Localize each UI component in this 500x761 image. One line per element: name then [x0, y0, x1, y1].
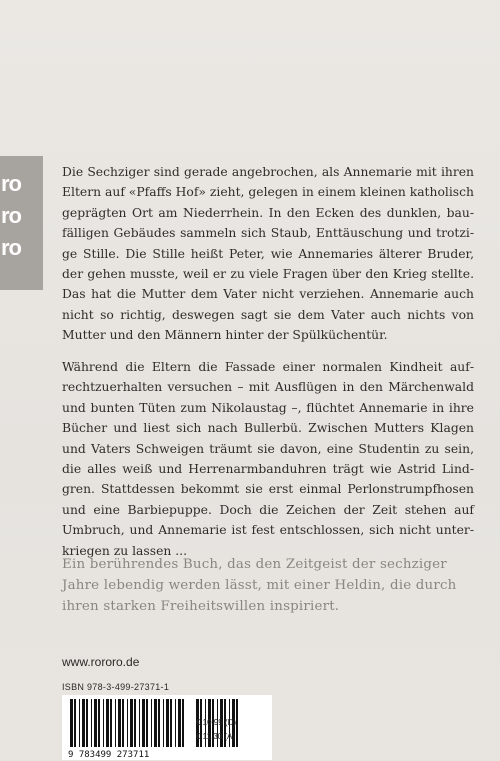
price-austria: € 11.30 (A)	[196, 732, 235, 741]
barcode-bar	[110, 699, 112, 747]
publisher-website: www.rororo.de	[62, 655, 140, 669]
blurb-paragraph-2: Während die Eltern die Fassade einer normalen Kindheit aufrechtzuerhalten versuchen – mit Ausflügen in den Märchenwald und bunten Tüten zum Nikolaustag –, flüchtet Annemarie in ihre Bücher und liest sich nach Bullerbü. Zwischen Mutters Klagen und Vaters Schweigen träumt sie davon, eine Studentin zu sein, die alles weiß und Herrenarmbanduhren trägt wie Astrid Lindgren. Stattdessen bekommt sie erst einmal Perlonstrumpfhosen und eine Barbiepuppe. Doch die Zeichen der Zeit stehen auf Umbruch, und Annemarie ist fest entschlossen, sich nicht unterkriegen zu lassen ...	[62, 360, 474, 558]
barcode-bar	[151, 699, 152, 747]
logo-line: ro	[1, 235, 21, 260]
barcode-bar	[163, 699, 164, 747]
barcode-bar	[74, 699, 76, 747]
barcode-bar	[103, 699, 104, 747]
price-germany: € 10.99 (D)	[196, 718, 237, 727]
barcode-bar	[98, 699, 100, 747]
isbn-number: ISBN 978-3-499-27371-1	[62, 682, 170, 692]
barcode-bar	[175, 699, 176, 747]
barcode-digits: 9 783499 273711	[68, 750, 150, 760]
barcode-bar	[79, 699, 80, 747]
barcode-bar	[170, 699, 172, 747]
price-list	[196, 716, 236, 744]
blurb-paragraph-1: Die Sechziger sind gerade angebrochen, als Annemarie mit ihren Eltern auf «Pfaffs Hof» zieht, gelegen in einem kleinen katholisch geprägten Ort am Niederrhein. In den Ecken des dunklen, baufälligen Gebäudes sammeln sich Staub, Enttäuschung und trotzige Stille. Die Stille heißt Peter, wie Annemaries älterer Bruder, der gehen musste, weil er zu viele Fragen über den Krieg stellte. Das hat die Mutter dem Vater nicht verziehen. Annemarie auch nicht so richtig, deswegen sagt sie dem Vater auch nichts von Mutter und den Männern hinter der Spülküchentür.	[62, 165, 474, 343]
logo-line: ro	[1, 203, 21, 228]
barcode-bar	[146, 699, 148, 747]
barcode-bar	[158, 699, 160, 747]
barcode-bar	[70, 699, 73, 747]
barcode-bar	[86, 699, 88, 747]
barcode-bar	[82, 699, 85, 747]
barcode-bar	[94, 699, 97, 747]
barcode-bar	[166, 699, 169, 747]
barcode-bar	[178, 699, 181, 747]
barcode-bar	[122, 699, 124, 747]
barcode-bar	[106, 699, 109, 747]
barcode-area	[62, 695, 272, 760]
barcode-bar	[127, 699, 128, 747]
barcode-bar	[130, 699, 133, 747]
barcode-bar	[142, 699, 145, 747]
barcode-bar	[154, 699, 157, 747]
publisher-logo	[0, 156, 43, 290]
review-quote: Ein berührendes Buch, das den Zeitgeist der sechziger Jahre lebendig werden lässt, mit einer Heldin, die durch ihren starken Freiheitswillen inspiriert.	[62, 557, 457, 614]
barcode-bar	[134, 699, 136, 747]
barcode-bar	[139, 699, 140, 747]
barcode-icon	[62, 695, 192, 760]
logo-line: ro	[1, 171, 21, 196]
barcode-bar	[182, 699, 184, 747]
publisher-logo-text	[1, 156, 43, 264]
barcode-bar	[115, 699, 116, 747]
barcode-bar	[118, 699, 121, 747]
barcode-bar	[91, 699, 92, 747]
barcode-bar	[236, 699, 238, 747]
